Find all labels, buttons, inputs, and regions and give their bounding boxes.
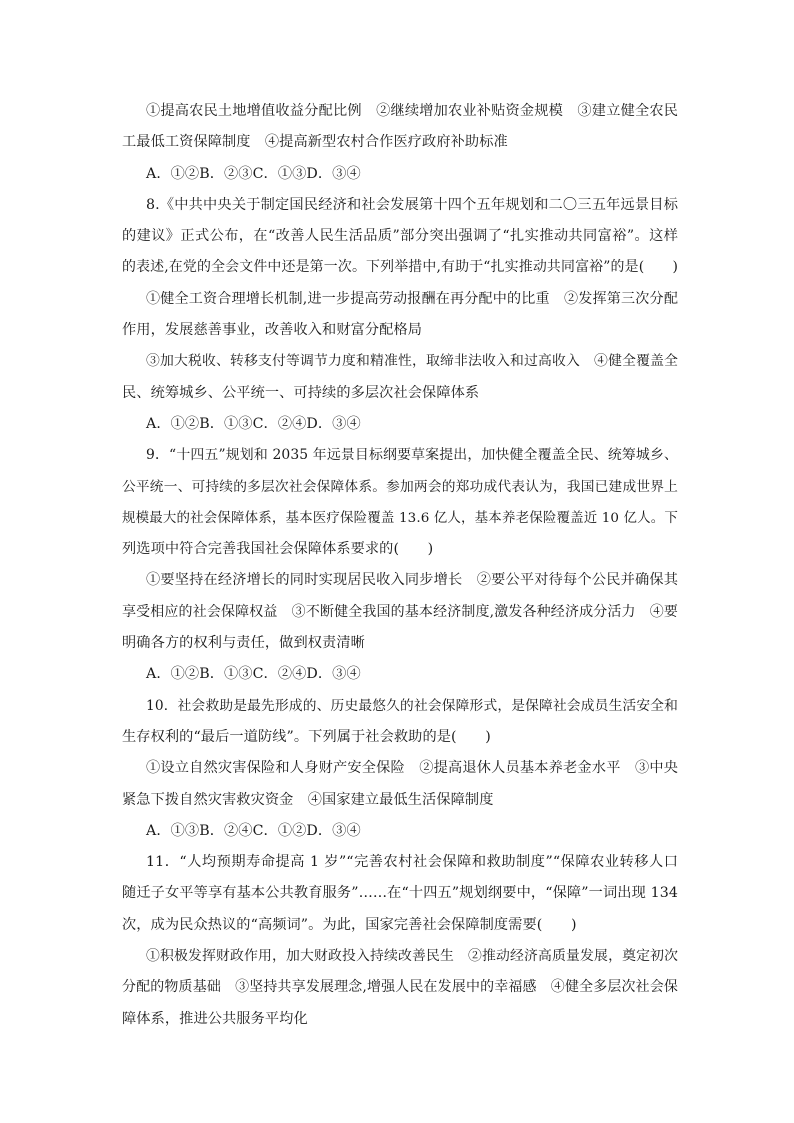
text-line: 10．社会救助是最先形成的、历史最悠久的社会保障形式，是保障社会成员生活安全和	[146, 697, 678, 714]
text-line: A．①②B．②③C．①③D．③④	[146, 165, 361, 182]
text-line: ①设立自然灾害保险和人身财产安全保险 ②提高退休人员基本养老金水平 ③中央	[146, 760, 678, 777]
text-line: ①积极发挥财政作用，加大财政投入持续改善民生 ②推动经济高质量发展，奠定初次	[146, 948, 678, 965]
text-line: 8.《中共中央关于制定国民经济和社会发展第十四个五年规划和二〇三五年远景目标	[146, 196, 678, 213]
text-line: ①健全工资合理增长机制,进一步提高劳动报酬在再分配中的比重 ②发挥第三次分配	[146, 290, 678, 307]
text-line: ③加大税收、转移支付等调节力度和精准性，取缔非法收入和过高收入 ④健全覆盖全	[146, 353, 678, 370]
text-line: 生存权利的“最后一道防线”。下列属于社会救助的是( )	[122, 728, 491, 745]
text-line: 随迁子女平等享有基本公共教育服务”……在“十四五”规划纲要中，“保障”一词出现 134	[122, 885, 678, 902]
text-line: 次，成为民众热议的“高频词”。为此，国家完善社会保障制度需要( )	[122, 916, 577, 933]
text-line: 的建议》正式公布，在“改善人民生活品质”部分突出强调了“扎实推动共同富裕”。这样	[122, 228, 678, 245]
text-line: A．①②B．①③C．②④D．③④	[146, 415, 361, 432]
text-body	[122, 96, 678, 1035]
text-line: 作用，发展慈善事业，改善收入和财富分配格局	[122, 322, 423, 339]
text-line: 民、统筹城乡、公平统一、可持续的多层次社会保障体系	[122, 384, 480, 401]
text-line: 11．“人均预期寿命提高 1 岁”“完善农村社会保障和救助制度”“保障农业转移人口	[146, 854, 678, 871]
text-line: 享受相应的社会保障权益 ③不断健全我国的基本经济制度,激发各种经济成分活力 ④要	[122, 603, 678, 620]
text-line: ①要坚持在经济增长的同时实现居民收入同步增长 ②要公平对待每个公民并确保其	[146, 572, 678, 589]
text-line: 分配的物质基础 ③坚持共享发展理念,增强人民在发展中的幸福感 ④健全多层次社会保	[122, 979, 678, 996]
text-line: 紧急下拨自然灾害救灾资金 ④国家建立最低生活保障制度	[122, 791, 494, 808]
document-page	[122, 96, 678, 1035]
text-line: 明确各方的权利与责任，做到权责清晰	[122, 635, 365, 652]
text-line: 9．“十四五”规划和 2035 年远景目标纲要草案提出，加快健全覆盖全民、统筹城乡、	[146, 447, 678, 464]
text-line: 工最低工资保障制度 ④提高新型农村合作医疗政府补助标准	[122, 134, 508, 151]
text-line: 的表述,在党的全会文件中还是第一次。下列举措中,有助于“扎实推动共同富裕”的是( )	[122, 259, 678, 276]
text-line: 公平统一、可持续的多层次社会保障体系。参加两会的郑功成代表认为，我国已建成世界上	[122, 478, 678, 495]
text-line: 列选项中符合完善我国社会保障体系要求的( )	[122, 541, 434, 558]
text-line: A．①③B．②④C．①②D．③④	[146, 822, 361, 839]
text-line: 障体系，推进公共服务平均化	[122, 1010, 308, 1027]
text-line: ①提高农民土地增值收益分配比例 ②继续增加农业补贴资金规模 ③建立健全农民	[146, 103, 678, 119]
text-line: 规模最大的社会保障体系，基本医疗保险覆盖 13.6 亿人，基本养老保险覆盖近 10 亿人。下	[122, 509, 678, 526]
text-line: A．①②B．①③C．②④D．③④	[146, 666, 361, 683]
